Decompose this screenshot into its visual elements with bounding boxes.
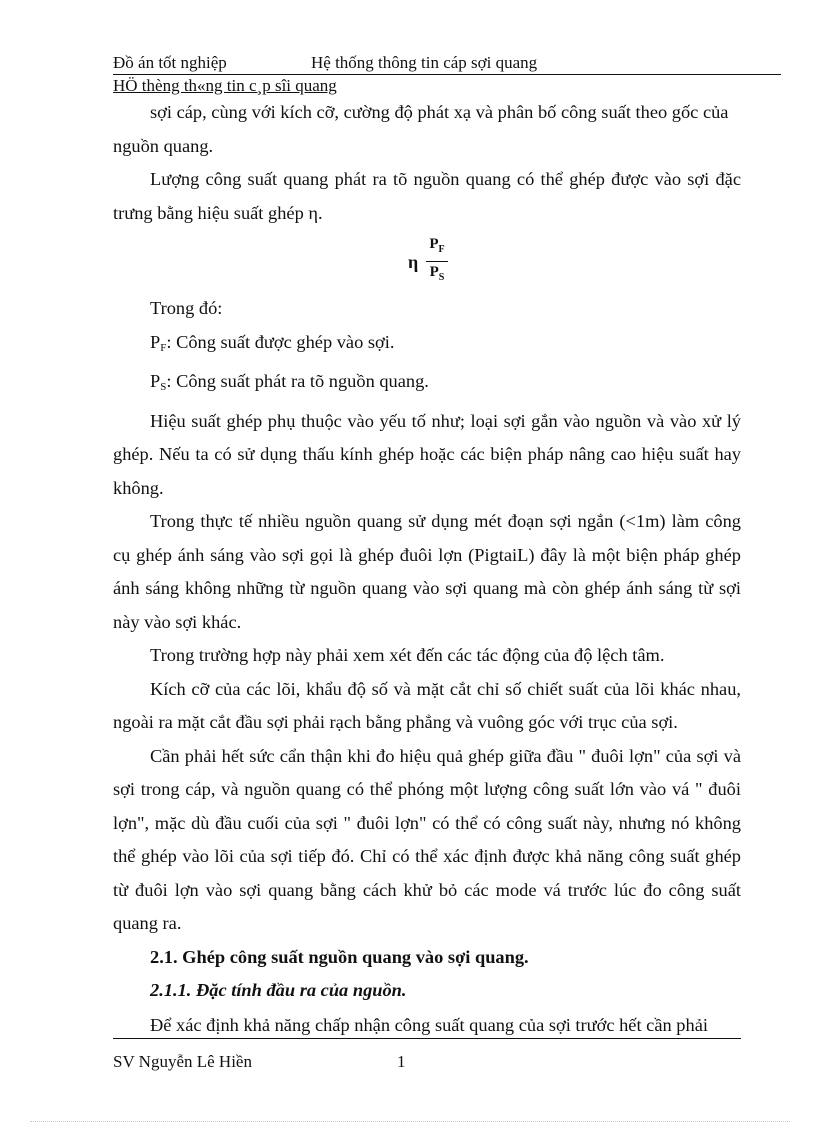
formula-eta: η bbox=[408, 252, 419, 272]
page-footer bbox=[113, 1052, 413, 1072]
paragraph: nguồn quang. bbox=[113, 135, 214, 156]
pf-definition: $P_F$: Công suất được ghép vào sợi. bbox=[150, 331, 395, 354]
footer-author: SV Nguyễn Lê Hiền bbox=[113, 1052, 252, 1071]
formula-numerator: $P_F$ bbox=[426, 234, 448, 262]
header-garbled-title: HÖ thèng th«ng tin c¸p sîi quang bbox=[113, 76, 337, 95]
coupling-efficiency-formula bbox=[113, 230, 741, 292]
paragraph: Trong trường hợp này phải xem xét đến các tác động của độ lệch tâm. bbox=[150, 645, 665, 665]
ps-definition: $P_S$: Công suất phát ra tõ nguồn quang. bbox=[150, 371, 429, 393]
header-title: Hệ thống thông tin cáp sợi quang bbox=[311, 53, 538, 72]
paragraph: Lượng công suất quang phát ra tõ nguồn quang có thể ghép được vào sợi đặc trưng bằng hiệu suất ghép η. bbox=[113, 169, 741, 223]
header-left-text: Đồ án tốt nghiệp bbox=[113, 53, 227, 72]
paragraph: Cần phải hết sức cẩn thận khi đo hiệu quả ghép giữa đầu " đuôi lợn" của sợi và sợi trong cáp, và nguồn quang có thể phóng một lượng công suất lớn vào vá " đuôi lợn", mặc dù đầu cuối của sợi " đuôi lợn" có thể có công suất này, nhưng nó không thể ghép vào lõi của sợi tiếp đó. Chỉ có thể xác định được khả năng công suất ghép từ đuôi lợn vào sợi quang bằng cách khử bỏ các mode vá trước lúc đo công suất quang ra. bbox=[113, 745, 741, 933]
paragraph: Trong đó: bbox=[150, 298, 223, 318]
page-bottom-divider bbox=[30, 1121, 790, 1122]
paragraph: Hiệu suất ghép phụ thuộc vào yếu tố như; loại sợi gắn vào nguồn và vào xử lý ghép. Nếu ta có sử dụng thấu kính ghép hoặc các biện pháp nâng cao hiệu suất hay không. bbox=[113, 410, 741, 498]
paragraph: sợi cáp, cùng với kích cỡ, cường độ phát xạ và phân bố công suất theo gốc của bbox=[150, 102, 729, 122]
formula-denominator: $P_S$ bbox=[429, 264, 445, 283]
formula-fraction bbox=[426, 234, 448, 288]
paragraph: Trong thực tế nhiều nguồn quang sử dụng mét đoạn sợi ngắn (<1m) làm công cụ ghép ánh sáng vào sợi gọi là ghép đuôi lợn (PigtaiL) đây là một biện pháp ghép ánh sáng không những từ nguồn quang vào sợi quang mà còn ghép ánh sáng từ sợi này vào sợi khác. bbox=[113, 511, 741, 632]
paragraph: Kích cỡ của các lõi, khẩu độ số và mặt cắt chỉ số chiết suất của lõi khác nhau, ngoài ra mặt cắt đầu sợi phải rạch bằng phẳng và vuông góc với trục của sợi. bbox=[113, 678, 741, 732]
section-heading: 2.1. Ghép công suất nguồn quang vào sợi quang. bbox=[150, 946, 529, 967]
page-header bbox=[113, 53, 781, 75]
paragraph: Để xác định khả năng chấp nhận công suất quang của sợi trước hết cần phải bbox=[113, 1012, 741, 1039]
document-body bbox=[113, 96, 741, 1039]
subsection-heading: 2.1.1. Đặc tính đầu ra của nguồn. bbox=[150, 980, 407, 1000]
page-number: 1 bbox=[397, 1052, 406, 1071]
